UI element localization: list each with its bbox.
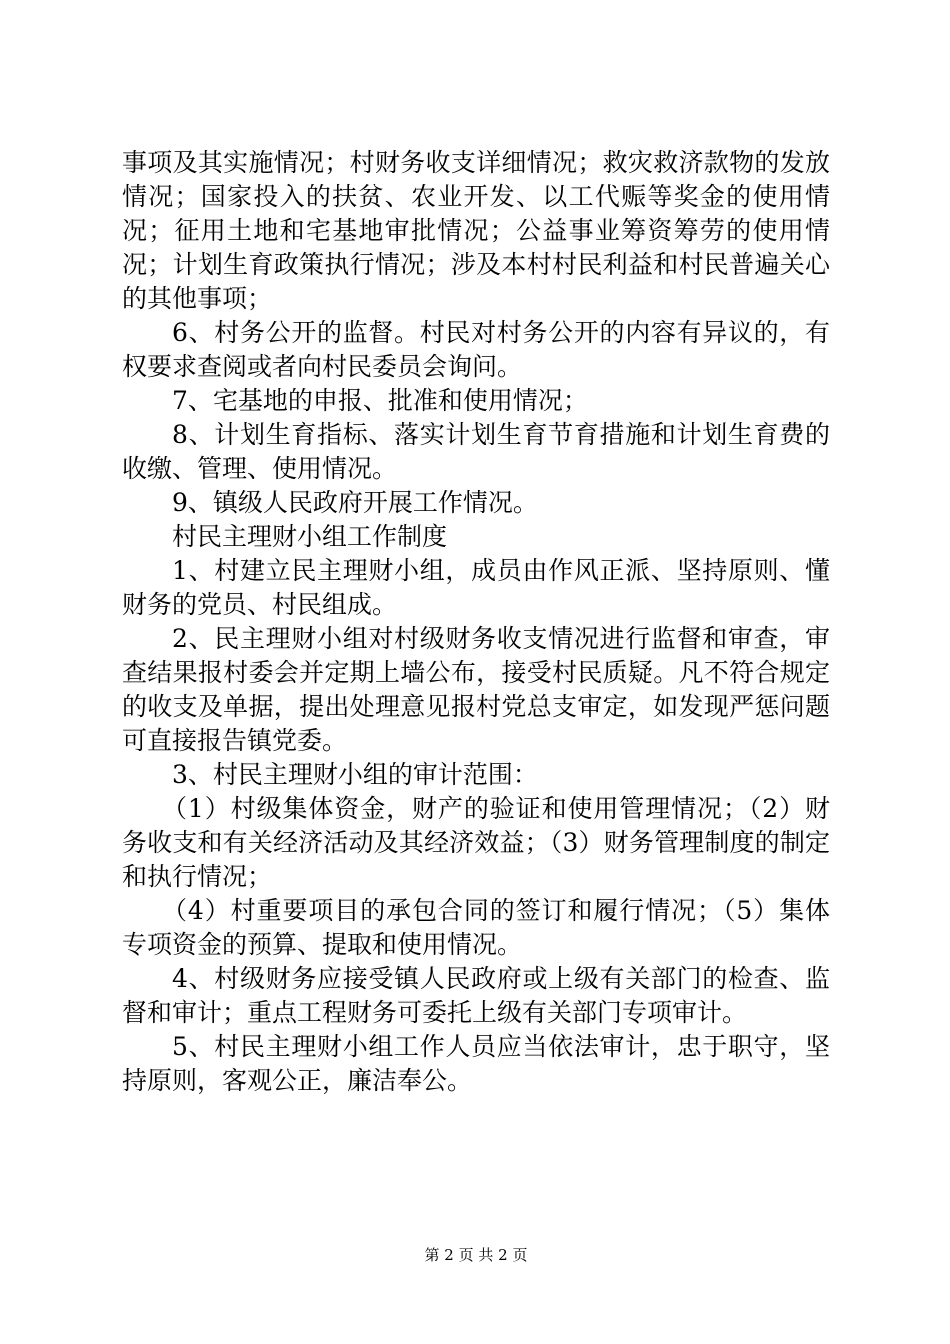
paragraph-audit-scope-1: （1）村级集体资金，财产的验证和使用管理情况；（2）财务收支和有关经济活动及其经济效益；（3）财务管理制度的制定和执行情况； — [122, 794, 830, 891]
paragraph-rule-5: 5、村民主理财小组工作人员应当依法审计，忠于职守，坚持原则，客观公正，廉洁奉公。 — [122, 1032, 830, 1095]
section-heading: 村民主理财小组工作制度 — [172, 522, 448, 551]
paragraph-item-9: 9、镇级人民政府开展工作情况。 — [172, 488, 538, 517]
page-number-footer: 第 2 页 共 2 页 — [424, 1246, 528, 1264]
paragraph-item-6: 6、村务公开的监督。村民对村务公开的内容有异议的，有权要求查阅或者向村民委员会询问。 — [122, 318, 830, 381]
paragraph-audit-scope-2: （4）村重要项目的承包合同的签订和履行情况；（5）集体专项资金的预算、提取和使用情况。 — [122, 896, 830, 959]
paragraph-rule-4: 4、村级财务应接受镇人民政府或上级有关部门的检查、监督和审计；重点工程财务可委托上级有关部门专项审计。 — [122, 964, 830, 1027]
paragraph-item-7: 7、宅基地的申报、批准和使用情况； — [172, 386, 588, 415]
paragraph-item-8: 8、计划生育指标、落实计划生育节育措施和计划生育费的收缴、管理、使用情况。 — [122, 420, 830, 483]
paragraph-rule-3: 3、村民主理财小组的审计范围： — [172, 760, 538, 789]
paragraph-continuation: 事项及其实施情况；村财务收支详细情况；救灾救济款物的发放情况；国家投入的扶贫、农业开发、以工代赈等奖金的使用情况；征用土地和宅基地审批情况；公益事业筹资筹劳的使用情况；计划生育政策执行情况；涉及本村村民利益和村民普遍关心的其他事项； — [122, 148, 830, 313]
paragraph-rule-2: 2、民主理财小组对村级财务收支情况进行监督和审查，审查结果报村委会并定期上墙公布，接受村民质疑。凡不符合规定的收支及单据，提出处理意见报村党总支审定，如发现严惩问题可直接报告镇党委。 — [122, 624, 830, 755]
document-page — [122, 0, 830, 1344]
document-body — [122, 146, 830, 1098]
paragraph-rule-1: 1、村建立民主理财小组，成员由作风正派、坚持原则、懂财务的党员、村民组成。 — [122, 556, 830, 619]
